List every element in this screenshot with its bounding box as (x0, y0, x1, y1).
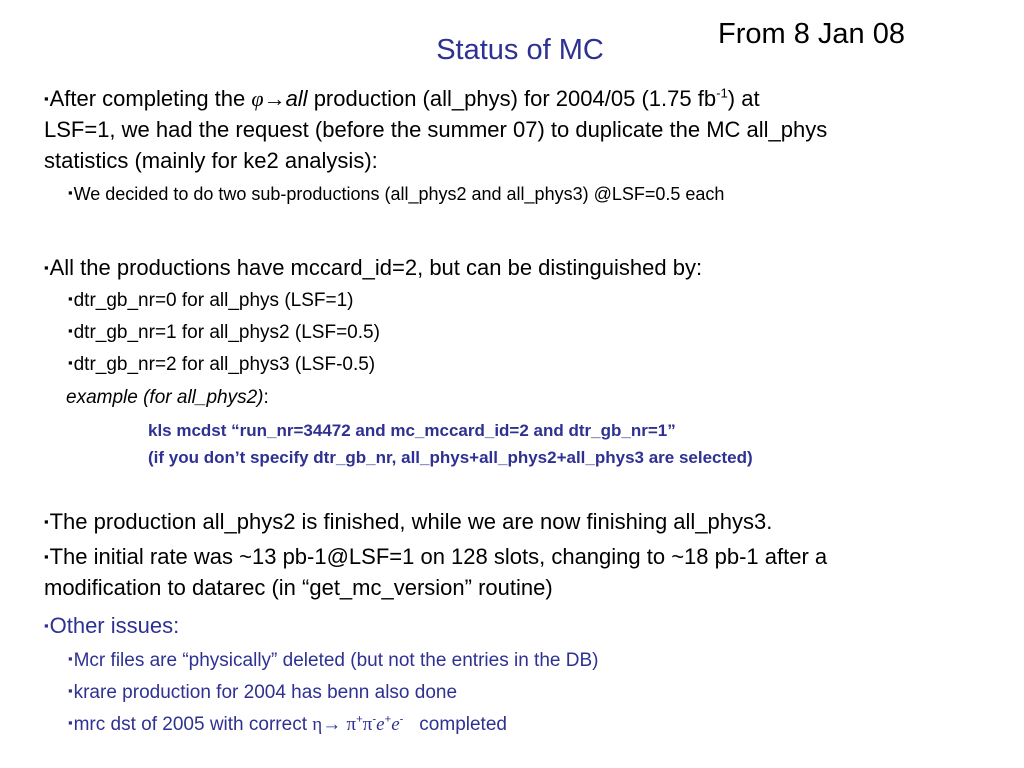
bullet-2: ▪All the productions have mccard_id=2, but can be distinguished by: (44, 255, 703, 280)
bullet-icon: ▪ (44, 260, 49, 275)
bullet-4-line-1: ▪The initial rate was ~13 pb-1@LSF=1 on 128 slots, changing to ~18 pb-1 after a (44, 544, 828, 569)
command-line-1: kls mcdst “run_nr=34472 and mc_mccard_id=2 and dtr_gb_nr=1” (148, 421, 676, 440)
bullet-5: ▪Other issues: (44, 613, 180, 638)
bullet-icon: ▪ (68, 683, 73, 698)
bullet-5-sub-1: ▪Mcr files are “physically” deleted (but not the entries in the DB) (68, 650, 599, 671)
bullet-icon: ▪ (68, 291, 73, 306)
bullet-4-line-2: modification to datarec (in “get_mc_version” routine) (44, 575, 553, 600)
bullet-2-sub-2: ▪dtr_gb_nr=1 for all_phys2 (LSF=0.5) (68, 322, 380, 343)
bullet-5-sub-2: ▪krare production for 2004 has benn also done (68, 682, 458, 703)
electron-symbol: e (391, 714, 400, 735)
bullet-icon: ▪ (68, 185, 73, 200)
bullet-1-line-1: ▪After completing the φ→all production (all_phys) for 2004/05 (1.75 $fb^{-1}$) at (44, 85, 760, 111)
phi-symbol: φ (251, 86, 264, 111)
all-label: all (285, 86, 308, 111)
bullet-icon: ▪ (68, 715, 73, 730)
bullet-5-sub-3: ▪mrc dst of 2005 with correct η→ π+π-e+e- completed (68, 713, 507, 735)
command-line-2: (if you don’t specify dtr_gb_nr, all_phys+all_phys2+all_phys3 are selected) (148, 448, 753, 467)
bullet-2-sub-3: ▪dtr_gb_nr=2 for all_phys3 (LSF-0.5) (68, 354, 376, 375)
arrow-icon: → (263, 86, 286, 111)
pi-minus-symbol: π (362, 714, 373, 735)
eta-symbol: η (312, 714, 323, 735)
bullet-3: ▪The production all_phys2 is finished, while we are now finishing all_phys3. (44, 509, 773, 534)
bullet-icon: ▪ (68, 323, 73, 338)
bullet-icon: ▪ (68, 355, 73, 370)
bullet-icon: ▪ (44, 91, 49, 106)
example-label: example (for all_phys2): (66, 387, 269, 408)
bullet-1-line-3: statistics (mainly for ke2 analysis): (44, 148, 378, 173)
bullet-2-sub-1: ▪dtr_gb_nr=0 for all_phys (LSF=1) (68, 290, 354, 311)
arrow-icon: → (322, 714, 342, 735)
bullet-icon: ▪ (68, 651, 73, 666)
positron-symbol: e (376, 714, 385, 735)
pi-plus-symbol: π (346, 714, 357, 735)
slide-title: Status of MC (436, 34, 604, 66)
bullet-icon: ▪ (44, 514, 49, 529)
bullet-icon: ▪ (44, 618, 49, 633)
bullet-icon: ▪ (44, 549, 49, 564)
bullet-1-sub: ▪We decided to do two sub-productions (all_phys2 and all_phys3) @LSF=0.5 each (68, 184, 725, 204)
date-label: From 8 Jan 08 (718, 18, 905, 50)
bullet-1-line-2: LSF=1, we had the request (before the summer 07) to duplicate the MC all_phys (44, 117, 828, 142)
